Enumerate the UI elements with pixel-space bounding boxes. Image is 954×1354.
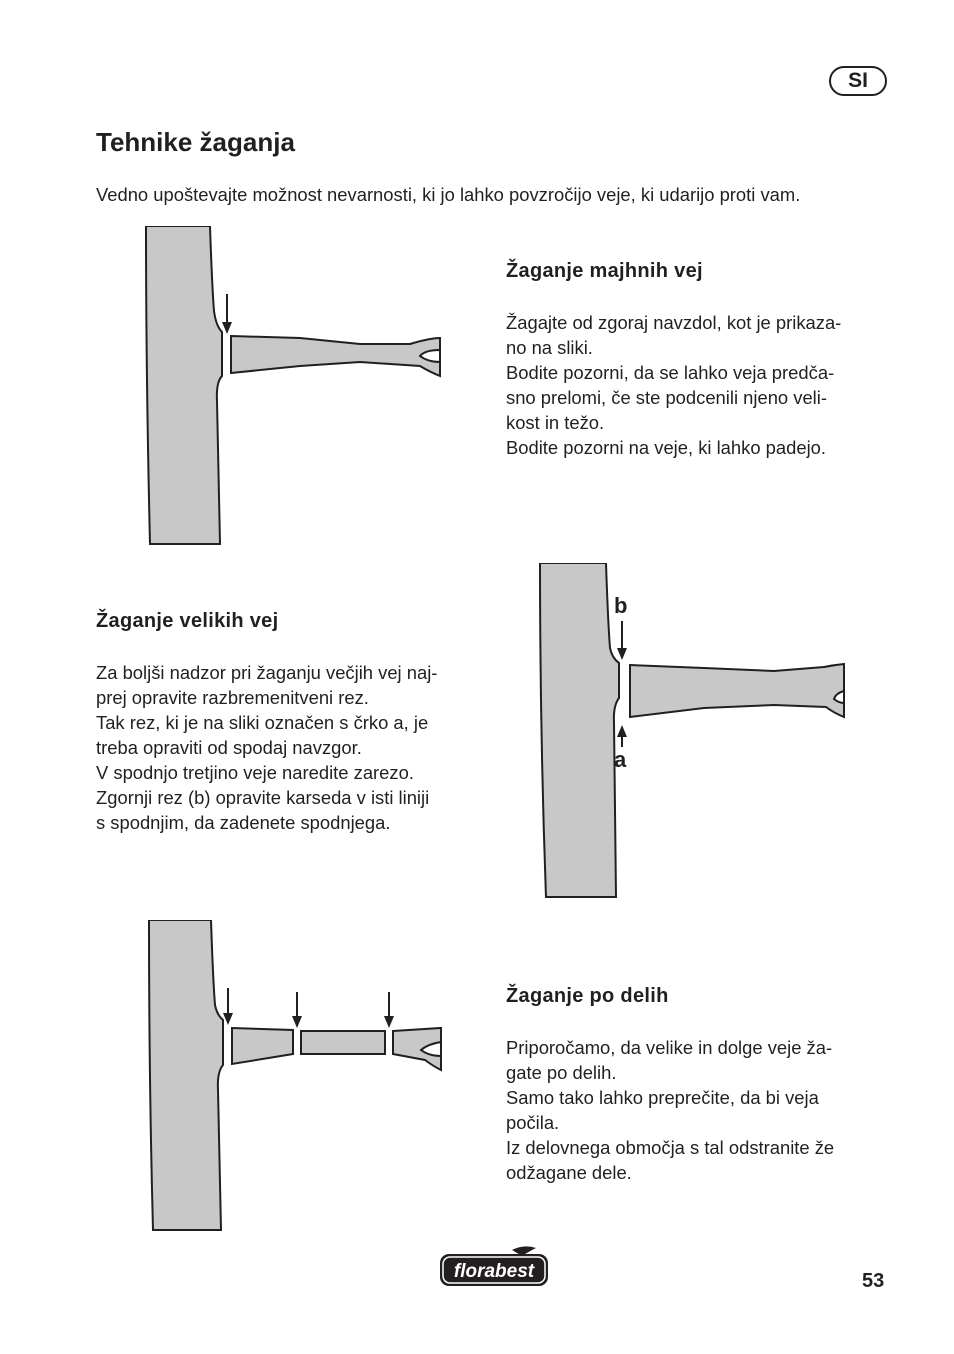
section-heading-small-branches: Žaganje majhnih vej [506,260,703,282]
small-branch-illustration [140,226,445,546]
florabest-logo [438,1244,552,1295]
cut-label-a: a [614,747,627,772]
cut-label-b: b [614,593,628,618]
logo-wordmark: florabest [453,1261,535,1282]
page-number: 53 [862,1270,885,1292]
section-body-large-branches: Za boljši nadzor pri žaganju večjih vej naj- prej opravite razbremenitveni rez. Tak rez, ki je na sliki označen s črko a, je treba opraviti od spodaj navzgor. V spodnjo tretjino veje naredite zarezo. Zgornji rez (b) opravite karseda v isti liniji s spodnjim, da zadenete spodnjega. [96,662,438,833]
section-body-cutting-in-parts: Priporočamo, da velike in dolge veje ža- gate po delih. Samo tako lahko preprečite, da bi veja počila. Iz delovnega območja s tal odstranite že odžagane dele. [506,1037,835,1183]
section-body-small-branches: Žagajte od zgoraj navzdol, kot je prikaza- no na sliki. Bodite pozorni, da se lahko veja predča- sno prelomi, če ste podcenili njeno veli- kost in težo. Bodite pozorni na veje, ki lahko padejo. [506,312,842,458]
section-heading-large-branches: Žaganje velikih vej [96,610,279,632]
large-branch-illustration [534,563,846,903]
section-heading-cutting-in-parts: Žaganje po delih [506,985,669,1007]
cutting-in-parts-illustration [143,920,445,1232]
intro-text: Vedno upoštevajte možnost nevarnosti, ki jo lahko povzročijo veje, ki udarijo proti vam. [96,184,801,205]
page-title: Tehnike žaganja [96,127,295,157]
language-badge: SI [829,66,887,96]
